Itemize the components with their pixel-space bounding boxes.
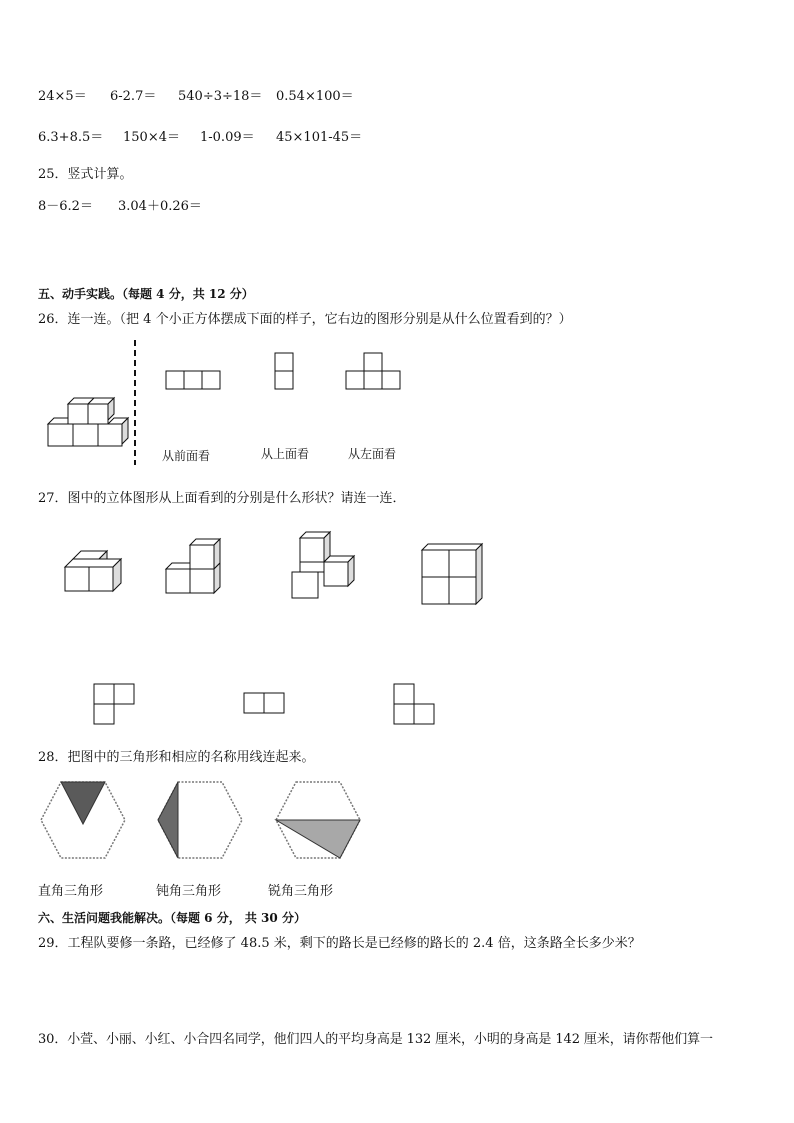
q27-solid-3 <box>290 530 362 602</box>
q26-label-front: 从前面看 <box>162 449 211 463</box>
arith-6.3+8.5: 6.3+8.5＝ <box>38 130 104 145</box>
q28-label-right: 直角三角形 <box>38 884 104 899</box>
q25-title: 25．竖式计算。 <box>38 167 133 182</box>
q26-divider-dashed-line <box>133 340 137 465</box>
q27-solid-4 <box>420 542 486 608</box>
q27-solid-1 <box>63 549 127 595</box>
q28-hexagon-1 <box>39 780 127 860</box>
q27-top-view-a <box>93 683 137 725</box>
arith-6-2.7: 6-2.7＝ <box>110 89 157 104</box>
arith-540-div: 540÷3÷18＝ <box>178 89 263 104</box>
section6-title: 六、生活问题我能解决。（每题 6 分， 共 30 分） <box>38 911 306 925</box>
arith-1-0.09: 1-0.09＝ <box>200 130 255 145</box>
arith-45x101-45: 45×101-45＝ <box>276 130 363 145</box>
q28-label-obtuse: 钝角三角形 <box>156 884 222 899</box>
q27-title: 27．图中的立体图形从上面看到的分别是什么形状？请连一连． <box>38 491 406 506</box>
q26-label-left: 从左面看 <box>348 447 397 461</box>
q26-title: 26．连一连。（把 4 个小正方体摆成下面的样子，它右边的图形分别是从什么位置看到的？） <box>38 312 572 327</box>
q26-view-column-of-two <box>274 352 296 390</box>
q28-hexagon-2 <box>156 780 244 860</box>
q25-item-1: 8－6.2＝ <box>38 199 93 214</box>
q27-solid-2 <box>164 537 228 599</box>
q26-view-row-of-three <box>165 370 223 390</box>
arith-0.54x100: 0.54×100＝ <box>276 89 354 104</box>
q28-hexagon-3 <box>274 780 362 860</box>
arith-150x4: 150×4＝ <box>123 130 180 145</box>
section5-title: 五、动手实践。（每题 4 分，共 12 分） <box>38 287 254 301</box>
q26-label-top: 从上面看 <box>261 447 310 461</box>
q27-top-view-c <box>393 683 437 725</box>
q28-title: 28．把图中的三角形和相应的名称用线连起来。 <box>38 750 315 765</box>
q30-text: 30．小萱、小丽、小红、小合四名同学，他们四人的平均身高是 132 厘米，小明的身高是 142 厘米，请你帮他们算一 <box>38 1032 713 1047</box>
q26-view-t-shape <box>345 352 403 390</box>
q28-label-acute: 锐角三角形 <box>268 884 334 899</box>
q27-top-view-b <box>243 692 287 714</box>
arith-24x5: 24×5＝ <box>38 89 87 104</box>
q26-cube-stack <box>40 384 130 454</box>
q29-text: 29．工程队要修一条路，已经修了 48.5 米，剩下的路长是已经修的路长的 2.4 倍，这条路全长多少米？ <box>38 936 641 951</box>
q25-item-2: 3.04＋0.26＝ <box>118 199 202 214</box>
